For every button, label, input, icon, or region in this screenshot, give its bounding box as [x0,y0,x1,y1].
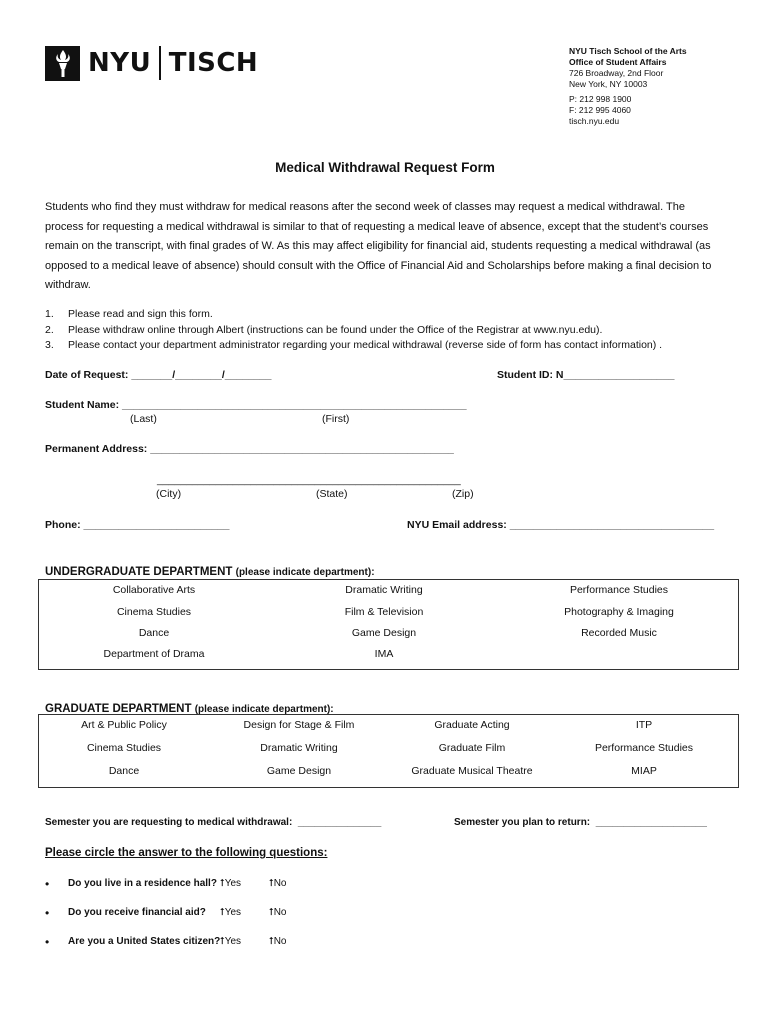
graduate-department-box [38,714,739,788]
first-name-label: (First) [322,413,350,425]
answer-yes-citizen[interactable]: ⭡Yes [220,936,242,947]
answer-no-residence[interactable]: ⭡No [269,878,287,889]
arrow-up-icon: ⭡ [220,907,225,918]
bullet-icon: • [45,906,50,920]
dept-film-television[interactable]: Film & Television [344,606,424,618]
phone-field[interactable]: Phone: _________________________ [45,519,230,531]
phone-number: P: 212 998 1900 [569,94,632,104]
instructions-list [45,307,745,354]
grad-miap[interactable]: MIAP [631,765,657,777]
last-name-label: (Last) [130,413,157,425]
grad-game-design[interactable]: Game Design [266,765,332,777]
semester-return-field[interactable]: Semester you plan to return: ____________________ [454,817,707,828]
dept-ima[interactable]: IMA [374,648,394,660]
question-financial-aid: Do you receive financial aid? [68,907,206,918]
dept-recorded-music[interactable]: Recorded Music [581,627,657,639]
permanent-address-field[interactable]: Permanent Address: ____________________________________________________ [45,443,454,455]
dept-dance[interactable]: Dance [138,627,170,639]
dept-drama[interactable]: Department of Drama [103,648,205,660]
answer-yes-residence[interactable]: ⭡Yes [220,878,242,889]
grad-itp[interactable]: ITP [635,719,653,731]
address-line-2: New York, NY 10003 [569,79,648,89]
undergrad-department-box [38,579,739,670]
grad-musical-theatre[interactable]: Graduate Musical Theatre [411,765,533,777]
grad-dance[interactable]: Dance [108,765,140,777]
student-name-field[interactable]: Student Name: ___________________________________________________________ [45,399,467,411]
grad-film[interactable]: Graduate Film [438,742,506,754]
nyu-email-field[interactable]: NYU Email address: ___________________________________ [407,519,715,531]
school-name: NYU Tisch School of the Arts [569,46,687,56]
grad-cinema-studies[interactable]: Cinema Studies [86,742,162,754]
arrow-up-icon: ⭡ [269,878,274,889]
semester-withdraw-field[interactable]: Semester you are requesting to medical withdrawal: _______________ [45,817,382,828]
logo-divider [159,46,161,80]
city-label: (City) [156,488,182,500]
dept-cinema-studies[interactable]: Cinema Studies [116,606,192,618]
website: tisch.nyu.edu [569,116,620,126]
arrow-up-icon: ⭡ [220,878,225,889]
list-item: 2. Please withdraw online through Albert (instructions can be found under the Office of the Registrar at www.nyu.edu). [45,323,603,336]
graduate-heading: GRADUATE DEPARTMENT (please indicate department): [45,703,334,715]
grad-art-public-policy[interactable]: Art & Public Policy [81,719,167,731]
arrow-up-icon: ⭡ [269,936,274,947]
nyu-tisch-logo [45,44,258,82]
questions-heading: Please circle the answer to the following questions: [45,847,328,859]
grad-design-stage-film[interactable]: Design for Stage & Film [243,719,355,731]
address-line-1: 726 Broadway, 2nd Floor [569,68,664,78]
list-item: 1. Please read and sign this form. [45,308,213,320]
dept-game-design[interactable]: Game Design [351,627,417,639]
form-title: Medical Withdrawal Request Form [275,160,495,175]
dept-dramatic-writing[interactable]: Dramatic Writing [345,584,423,596]
arrow-up-icon: ⭡ [220,936,225,947]
dept-performance-studies[interactable]: Performance Studies [569,584,669,596]
bullet-icon: • [45,877,50,891]
dept-photography-imaging[interactable]: Photography & Imaging [564,606,674,618]
office-name: Office of Student Affairs [569,57,667,67]
answer-no-citizen[interactable]: ⭡No [269,936,287,947]
student-id-field[interactable]: Student ID: N___________________ [497,369,675,381]
answer-yes-financial-aid[interactable]: ⭡Yes [220,907,242,918]
question-residence-hall: Do you live in a residence hall? [68,878,217,889]
state-label: (State) [316,488,348,500]
logo-tisch-text: TISCH [168,48,259,78]
fax-number: F: 212 995 4060 [569,105,631,115]
date-of-request-field[interactable]: Date of Request: _______/________/________ [45,369,272,381]
zip-label: (Zip) [452,488,474,500]
answer-no-financial-aid[interactable]: ⭡No [269,907,287,918]
intro-paragraph: Students who find they must withdraw for medical reasons after the second week of classes may request a medical withdrawal. The process for requesting a medical withdrawal is similar to that of requesting a medical leave of absence, except that the student’s courses remain on the transcript, with final grades of W. As this may affect eligibility for financial aid, students requesting a medical withdrawal (as opposed to a medical leave of absence) should consult with the Office of Financial Aid and Scholarships before making a final decision to withdraw. [45,201,712,291]
address-line-2-field[interactable]: ____________________________________________________ [157,474,461,486]
school-contact-block [569,46,687,127]
bullet-icon: • [45,935,50,949]
grad-performance-studies[interactable]: Performance Studies [594,742,694,754]
logo-nyu-text: NYU [88,48,152,78]
arrow-up-icon: ⭡ [269,907,274,918]
grad-dramatic-writing[interactable]: Dramatic Writing [260,742,338,754]
dept-collaborative-arts[interactable]: Collaborative Arts [112,584,196,596]
list-item: 3. Please contact your department administrator regarding your medical withdrawal (reverse side of form has contact information) . [45,339,663,351]
question-us-citizen: Are you a United States citizen? [68,936,221,947]
grad-acting[interactable]: Graduate Acting [434,719,510,731]
torch-icon [45,46,80,81]
undergrad-heading: UNDERGRADUATE DEPARTMENT (please indicate department): [45,566,375,578]
